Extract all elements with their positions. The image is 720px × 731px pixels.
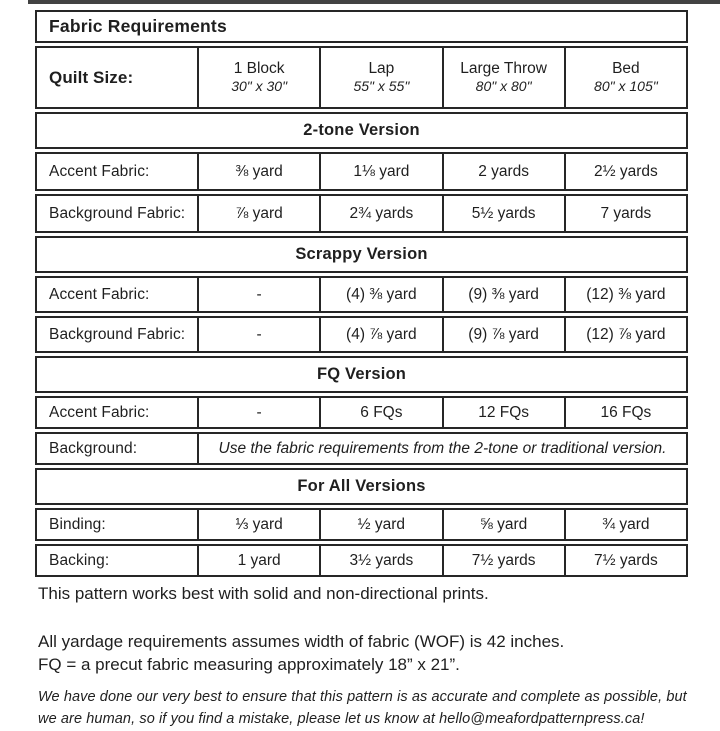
row-label: Background Fabric:	[49, 204, 186, 222]
table-row-accent-fq	[35, 396, 688, 429]
cell-value: (4) ⅞ yard	[319, 318, 441, 351]
cell-value: ⅓ yard	[197, 510, 319, 539]
table-row-accent-2tone	[35, 152, 688, 191]
cell-value: 12 FQs	[442, 398, 564, 427]
table-row-background-2tone	[35, 194, 688, 233]
cell-value: 1⅛ yard	[319, 154, 441, 189]
cell-value: (9) ⅜ yard	[442, 278, 564, 311]
cell-value: -	[197, 318, 319, 351]
column-header-1-block	[197, 48, 319, 107]
row-label: Background Fabric:	[49, 325, 186, 343]
cell-value: 7 yards	[564, 196, 686, 231]
column-header-large-throw	[442, 48, 564, 107]
table-row-backing	[35, 544, 688, 577]
column-size: 80" x 80"	[475, 78, 532, 95]
cell-value: 16 FQs	[564, 398, 686, 427]
column-header-lap	[319, 48, 441, 107]
row-label: Accent Fabric:	[49, 162, 150, 180]
cell-value: (4) ⅜ yard	[319, 278, 441, 311]
row-label: Backing:	[49, 551, 110, 569]
table-title: Fabric Requirements	[49, 16, 227, 36]
column-name: Bed	[612, 60, 640, 78]
section-header-all-versions	[35, 468, 688, 505]
cell-value: ⅝ yard	[442, 510, 564, 539]
cell-value: ¾ yard	[564, 510, 686, 539]
column-name: 1 Block	[233, 60, 285, 78]
section-header-scrappy	[35, 236, 688, 273]
cell-value: -	[197, 278, 319, 311]
section-header-label: 2-tone Version	[303, 121, 420, 139]
note-wof: All yardage requirements assumes width of fabric (WOF) is 42 inches.	[38, 632, 565, 651]
section-header-2-tone	[35, 112, 688, 149]
cell-value: ⅞ yard	[197, 196, 319, 231]
table-row-background-scrappy	[35, 316, 688, 353]
table-row-background-fq	[35, 432, 688, 465]
column-size: 55" x 55"	[353, 78, 410, 95]
section-header-label: For All Versions	[297, 477, 426, 495]
cell-value: 2¾ yards	[319, 196, 441, 231]
quilt-size-row	[35, 46, 688, 109]
fabric-requirements-table	[35, 10, 688, 580]
quilt-size-label: Quilt Size:	[49, 67, 134, 87]
cell-value: 5½ yards	[442, 196, 564, 231]
column-name: Large Throw	[460, 60, 547, 78]
table-title-row	[35, 10, 688, 43]
column-size: 30" x 30"	[231, 78, 288, 95]
row-label: Accent Fabric:	[49, 285, 150, 303]
row-label: Accent Fabric:	[49, 403, 150, 421]
note-yardage-block	[38, 631, 693, 676]
note-fq-definition: FQ = a precut fabric measuring approximately 18” x 21”.	[38, 654, 460, 674]
column-size: 80" x 105"	[594, 78, 658, 95]
table-row-accent-scrappy	[35, 276, 688, 313]
cell-value: -	[197, 398, 319, 427]
cell-value: (12) ⅞ yard	[564, 318, 686, 351]
note-prints: This pattern works best with solid and non-directional prints.	[38, 584, 489, 603]
cell-value: ½ yard	[319, 510, 441, 539]
section-header-fq	[35, 356, 688, 393]
cell-value: 2 yards	[442, 154, 564, 189]
row-label: Background:	[49, 439, 138, 457]
cell-value: 3½ yards	[319, 546, 441, 575]
cell-value: 7½ yards	[442, 546, 564, 575]
table-row-binding	[35, 508, 688, 541]
background-note: Use the fabric requirements from the 2-tone or traditional version.	[197, 434, 686, 463]
cell-value: (9) ⅞ yard	[442, 318, 564, 351]
column-header-bed	[564, 48, 686, 107]
cell-value: 1 yard	[197, 546, 319, 575]
footer-notes	[38, 584, 693, 731]
cell-value: 2½ yards	[564, 154, 686, 189]
disclaimer-text: We have done our very best to ensure that this pattern is as accurate and complete as possible, but we are human, so if you find a mistake, please let us know at hello@meafordpatternpress.ca!	[38, 689, 687, 727]
column-name: Lap	[368, 60, 395, 78]
cropped-top-strip	[28, 0, 720, 4]
cell-value: 7½ yards	[564, 546, 686, 575]
cell-value: ⅜ yard	[197, 154, 319, 189]
row-label: Binding:	[49, 515, 106, 533]
section-header-label: FQ Version	[316, 365, 407, 383]
cell-value: 6 FQs	[319, 398, 441, 427]
cell-value: (12) ⅜ yard	[564, 278, 686, 311]
section-header-label: Scrappy Version	[295, 245, 428, 263]
